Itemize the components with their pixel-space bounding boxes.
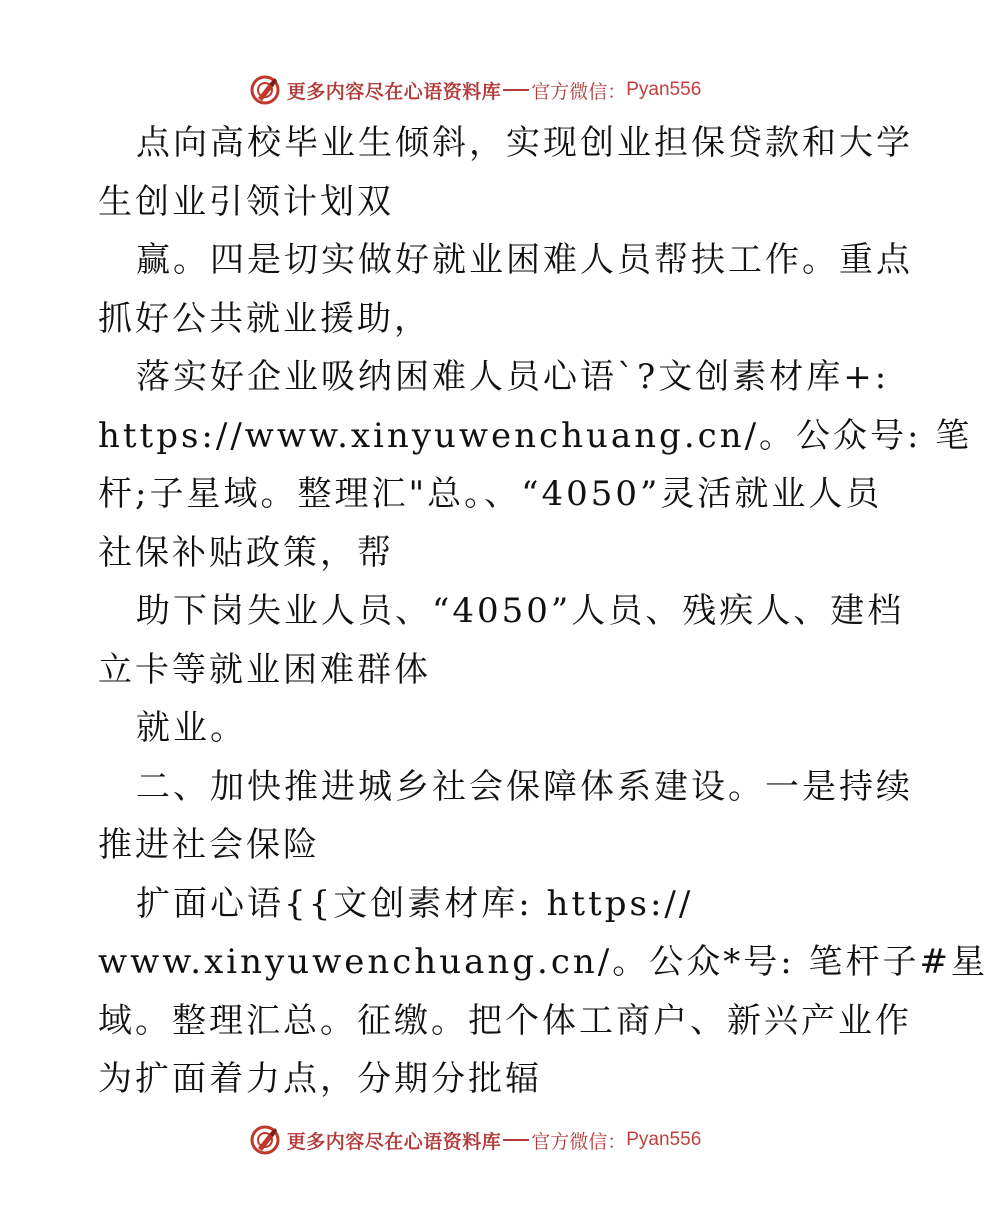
text-line-5: 落实好企业吸纳困难人员心语`?文创素材库+: (136, 357, 890, 397)
footer-suffix: 官方微信： (531, 1130, 627, 1153)
footer-title: 更多内容尽在心语资料库 (286, 1130, 502, 1153)
text-line-14: 扩面心语{{文创素材库: https:// (136, 883, 694, 924)
text-line-8: 社保补贴政策，帮 (98, 532, 394, 573)
text-line-2: 生创业引领计划双 (98, 181, 394, 222)
text-line-9: 助下岗失业人员、“4050”人员、残疾人、建档 (136, 591, 905, 631)
pen-logo-icon (249, 1124, 281, 1156)
header-banner (0, 70, 950, 110)
header-suffix: 官方微信： (531, 80, 627, 103)
text-line-16: 域。整理汇总。征缴。把个体工商户、新兴产业作 (98, 1000, 912, 1041)
header-wechat-id: Pyan556 (626, 79, 702, 100)
text-line-6: https://www.xinyuwenchuang.cn/。公众号: 笔 (98, 415, 973, 456)
footer-banner (0, 1120, 950, 1160)
text-line-4: 抓好公共就业援助， (98, 298, 431, 339)
footer-wechat-id: Pyan556 (626, 1129, 702, 1150)
header-title: 更多内容尽在心语资料库 (286, 80, 502, 103)
text-line-15: www.xinyuwenchuang.cn/。公众*号: 笔杆子#星 (98, 942, 988, 982)
header-dash (503, 89, 529, 91)
text-line-1: 点向高校毕业生倾斜，实现创业担保贷款和大学 (136, 123, 913, 163)
text-line-11: 就业。 (136, 708, 247, 748)
pen-logo-icon (249, 74, 281, 106)
text-line-13: 推进社会保险 (98, 825, 320, 865)
footer-dash (503, 1139, 529, 1141)
text-line-12: 二、加快推进城乡社会保障体系建设。一是持续 (136, 766, 913, 807)
text-line-17: 为扩面着力点，分期分批辐 (98, 1059, 542, 1099)
text-line-3: 赢。四是切实做好就业困难人员帮扶工作。重点 (136, 240, 913, 280)
text-line-7: 杆;子星域。整理汇"总。、“4050”灵活就业人员 (98, 474, 883, 514)
text-line-10: 立卡等就业困难群体 (98, 649, 431, 690)
document-body (98, 114, 988, 1109)
